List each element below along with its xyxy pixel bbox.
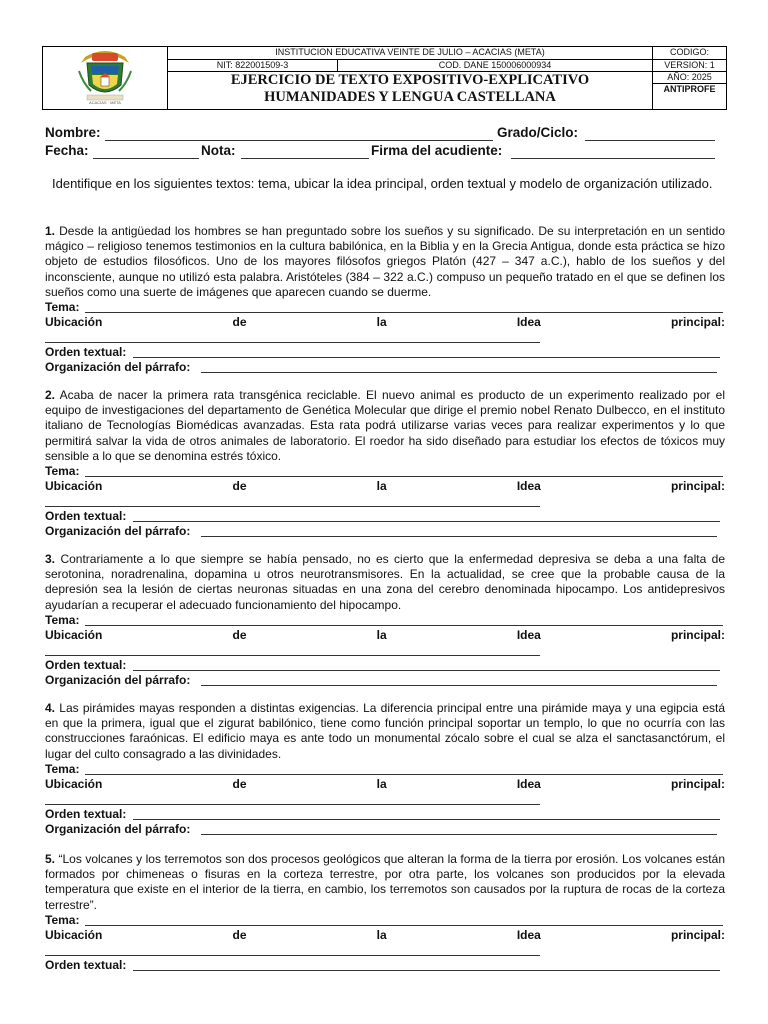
tema-label: Tema: [45,912,80,927]
question-5 [45,852,725,973]
organizacion-field[interactable] [201,536,717,537]
principal-word: principal: [670,479,725,494]
ubicacion-field[interactable] [45,655,540,656]
la-word: la [376,927,387,942]
idea-word: Idea [516,776,541,791]
question-4 [45,701,725,837]
organizacion-row [45,673,725,688]
tema-row [45,913,725,928]
orden-row [45,345,725,360]
orden-field[interactable] [133,819,720,820]
ubicacion-field[interactable] [45,955,540,956]
principal-word: principal: [670,927,725,942]
tema-field[interactable] [85,625,723,626]
date-row [45,143,725,161]
signature-label: Firma del acudiente: [371,143,503,158]
organizacion-row [45,360,725,375]
version-label: VERSION: 1 [652,60,726,72]
orden-row [45,807,725,822]
tema-label: Tema: [45,761,80,776]
name-field[interactable] [105,140,493,141]
tema-row [45,613,725,628]
question-body: Acaba de nacer la primera rata transgénica reciclable. El nuevo animal es producto de un experimento realizado por el equipo de investigaciones del departamento de Genética Molecular que dirige el premio nobel Renato Dulbecco, en el instituto italiano de Tecnologías Biomédicas avanzadas. Esta rata podrá utilizarse varias veces para realizar experimentos y lo que permitirá salvar la vida de otros animales de laboratorio. El roedor ha sido diseñado para estudiar los efectos de tóxicos muy sensible a lo que se denomina estrés tóxico. [45,388,726,463]
ubicacion-field[interactable] [45,506,540,507]
question-body: Desde la antigüedad los hombres se han preguntado sobre los sueños y su significado. De su interpretación en un sentido mágico – religioso tenemos testimonios en la cultura babilónica, en la Biblia y en la Grecia Antigua, donde esta práctica se hizo objeto de estudios filosóficos. Uno de los mayores filósofos griegos Platón (427 – 347 a.C.), hablo de los sueños y del inconsciente, aunque no utilizó esta palabra. Aristóteles (384 – 322 a.C.) compuso un pequeño tratado en el que se definen los sueños como una suerte de imágenes que aparecen cuando se duerme. [45,224,725,299]
orden-row [45,658,725,673]
organizacion-row [45,822,725,837]
instructions: Identifique en los siguientes textos: tema, ubicar la idea principal, orden textual y modelo de organización utilizado. [52,176,713,191]
question-number: 5. [45,852,56,866]
de-word: de [232,479,247,494]
date-label: Fecha: [45,143,89,158]
ubicacion-line-row [45,792,725,807]
orden-label: Orden textual: [45,345,127,360]
question-text [45,224,725,300]
organizacion-field[interactable] [201,685,717,686]
principal-word: principal: [670,315,725,330]
ubicacion-line-row [45,943,725,958]
ubicacion-row [45,928,725,943]
la-word: la [376,627,387,642]
title-line-2: HUMANIDADES Y LENGUA CASTELLANA [264,89,556,105]
orden-label: Orden textual: [45,657,127,672]
idea-word: Idea [516,927,541,942]
question-body: Las pirámides mayas responden a distintas exigencias. La diferencia principal entre una pirámide maya y una egipcia está en que la primera, igual que el zigurat babilónico, tiene como función principal soportar un templo, lo que no ocurría con las construcciones faraónicas. El edificio maya es ante todo un monumental zócalo sobre el cual se alza el sanctasanctórum, el lugar del culto consagrado a las divinidades. [45,701,725,761]
ubicacion-line-row [45,643,725,658]
year-label: AÑO: 2025 [652,72,726,84]
ubicacion-label: Ubicación [45,927,103,942]
watermark-label: ANTIPROFE [652,84,726,109]
de-word: de [232,776,247,791]
grade-field[interactable] [585,140,715,141]
organizacion-label: Organización del párrafo: [45,524,191,539]
signature-field[interactable] [511,158,715,159]
tema-label: Tema: [45,300,80,315]
organizacion-field[interactable] [201,372,717,373]
question-number: 4. [45,701,56,715]
logo-caption: ACACIAS · META [89,100,121,105]
tema-row [45,300,725,315]
organizacion-label: Organización del párrafo: [45,821,191,836]
de-word: de [232,315,247,330]
idea-word: Idea [516,627,541,642]
ubicacion-row [45,628,725,643]
tema-field[interactable] [85,312,723,313]
la-word: la [376,479,387,494]
ubicacion-row [45,479,725,494]
question-1 [45,224,725,375]
ubicacion-row [45,777,725,792]
question-text [45,552,725,613]
logo-cell [43,47,168,109]
question-text [45,701,725,762]
ubicacion-label: Ubicación [45,479,103,494]
orden-row [45,509,725,524]
ubicacion-line-row [45,494,725,509]
ubicacion-label: Ubicación [45,315,103,330]
institution-name: INSTITUCION EDUCATIVA VEINTE DE JULIO – ACACIAS (META) [167,47,652,60]
orden-field[interactable] [133,970,720,971]
name-label: Nombre: [45,125,101,140]
question-number: 1. [45,224,56,238]
ubicacion-label: Ubicación [45,627,103,642]
de-word: de [232,927,247,942]
organizacion-row [45,524,725,539]
document-header [42,46,727,110]
note-field[interactable] [241,158,369,159]
orden-field[interactable] [133,357,720,358]
orden-field[interactable] [133,521,720,522]
ubicacion-line-row [45,330,725,345]
organizacion-label: Organización del párrafo: [45,672,191,687]
principal-word: principal: [670,776,725,791]
tema-field[interactable] [85,925,723,926]
tema-row [45,464,725,479]
idea-word: Idea [516,479,541,494]
question-body: “Los volcanes y los terremotos son dos procesos geológicos que alteran la forma de la tierra por erosión. Los volcanes están formados por chimeneas o fisuras en la corteza terrestre, por otra parte, los volcanes son producidos por la elevada temperatura que existe en el interior de la tierra, en cambio, los terremotos son causados por la ruptura de rocas de la corteza terrestre”. [45,852,725,912]
de-word: de [232,627,247,642]
question-3 [45,552,725,688]
title-line-1: EJERCICIO DE TEXTO EXPOSITIVO-EXPLICATIVO [230,72,590,88]
note-label: Nota: [201,143,236,158]
tema-label: Tema: [45,464,80,479]
ubicacion-row [45,315,725,330]
question-text [45,852,725,913]
nit-number: NIT: 822001509-3 [167,60,337,72]
ubicacion-field[interactable] [45,804,540,805]
question-number: 3. [45,552,56,566]
tema-field[interactable] [85,476,723,477]
idea-word: Idea [516,315,541,330]
organizacion-field[interactable] [201,834,717,835]
la-word: la [376,315,387,330]
school-crest-icon [77,49,133,107]
tema-row [45,762,725,777]
tema-field[interactable] [85,774,723,775]
orden-label: Orden textual: [45,957,127,972]
dane-code: COD. DANE 150006000934 [337,60,652,72]
ubicacion-label: Ubicación [45,776,103,791]
document-title [167,72,652,109]
question-2 [45,388,725,539]
grade-label: Grado/Ciclo: [497,125,579,140]
principal-word: principal: [670,627,725,642]
question-text [45,388,725,464]
organizacion-label: Organización del párrafo: [45,360,191,375]
question-body: Contrariamente a lo que siempre se había pensado, no es cierto que la enfermedad depresiva se deba a una falta de serotonina, noradrenalina, dopamina u otros neurotransmisores. En la actualidad, se cree que la probable causa de la depresión sea la lesión de ciertas neuronas situadas en una zona del cerebro denominada hipocampo. Los antidepresivos ayudarían a recuperar el adecuado funcionamiento del hipocampo. [45,552,725,612]
orden-field[interactable] [133,670,720,671]
name-row [45,125,725,143]
orden-label: Orden textual: [45,806,127,821]
ubicacion-field[interactable] [45,342,540,343]
date-field[interactable] [93,158,199,159]
orden-row [45,958,725,973]
tema-label: Tema: [45,612,80,627]
question-number: 2. [45,388,56,402]
orden-label: Orden textual: [45,509,127,524]
code-label: CODIGO: [652,47,726,60]
la-word: la [376,776,387,791]
